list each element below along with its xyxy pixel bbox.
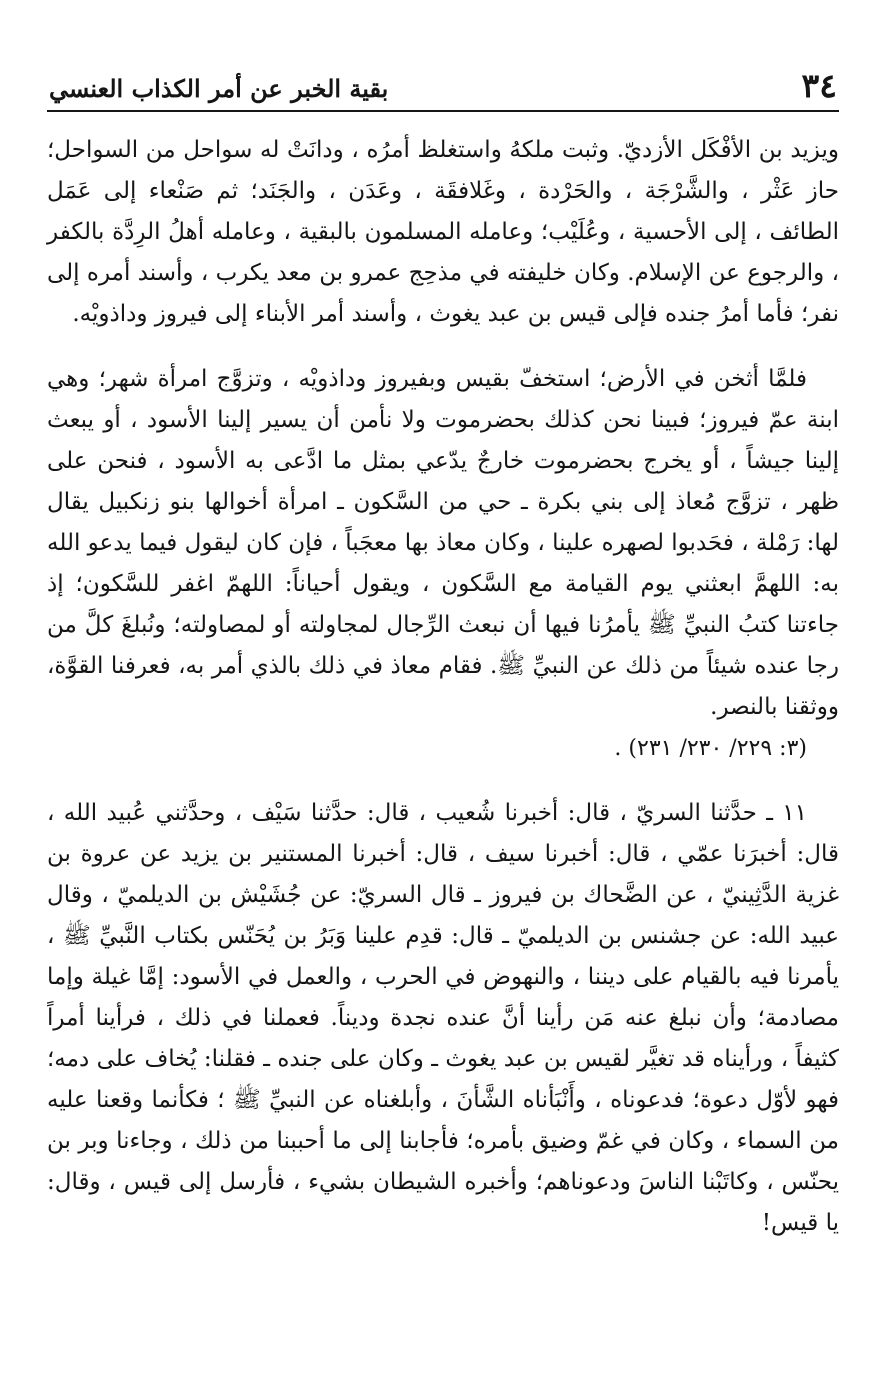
paragraph-2: [47, 359, 839, 769]
paragraph-2-text: فلمَّا أثخن في الأرض؛ استخفّ بقيس وبفيروز وداذويْه ، وتزوَّج امرأة شهر؛ وهي ابنة عمّ فيروز؛ فبينا نحن كذلك بحضرموت ولا نأمن أن يسير إلينا الأسود ، أو يبعث إلينا جيشاً ، أو يخرج بحضرموت خارجٌ يدّعي بمثل ما ادَّعى به الأسود ، فنحن على ظهر ، تزوَّج مُعاذ إلى بني بكرة ـ حي من السَّكون ـ امرأة أخوالها بنو زنكبيل يقال لها: رَمْلة ، فحَدبوا لصهره علينا ، وكان معاذ بها معجَباً ، فإن كان ليقول فيما يدعو الله به: اللهمَّ ابعثني يوم القيامة مع السَّكون ، ويقول أحياناً: اللهمّ اغفر للسَّكون؛ إذ جاءتنا كتبُ النبيِّ ﷺ يأمرُنا فيها أن نبعث الرِّجال لمجاولته أو لمصاولته؛ ونُبلغَ كلَّ من رجا عنده شيئاً من ذلك عن النبيِّ ﷺ. فقام معاذ في ذلك بالذي أمر به، فعرفنا القوَّة، ووثقنا بالنصر.: [47, 366, 839, 720]
chapter-title: بقية الخبر عن أمر الكذاب العنسي: [49, 74, 389, 103]
running-header: [47, 60, 839, 112]
paragraph-3: ١١ ـ حدَّثنا السريّ ، قال: أخبرنا شُعيب ، قال: حدَّثنا سَيْف ، وحدَّثني عُبيد الله ، قال: أخبرَنا عمّي ، قال: أخبرنا سيف ، قال: أخبرنا المستنير بن يزيد عن عروة بن غزية الدَّثِينيّ ، عن الضَّحاك بن فيروز ـ قال السريّ: عن جُشَيْش بن الديلميّ ، وقال عبيد الله: عن جشنس بن الديلميّ ـ قال: قدِم علينا وَبَرُ بن يُحَنّس بكتاب النَّبيِّ ﷺ ، يأمرنا فيه بالقيام على ديننا ، والنهوض في الحرب ، والعمل في الأسود: إمَّا غيلة وإما مصادمة؛ وأن نبلغ عنه مَن رأينا أنَّ عنده نجدة وديناً. فعملنا في ذلك ، فرأينا أمراً كثيفاً ، ورأيناه قد تغيَّر لقيس بن عبد يغوث ـ وكان على جنده ـ فقلنا: يُخاف على دمه؛ فهو لأوّل دعوة؛ فدعوناه ، وأَنْبَأناه الشَّأنَ ، وأبلغناه عن النبيِّ ﷺ ؛ فكأنما وقعنا عليه من السماء ، وكان في غمّ وضيق بأمره؛ فأجابنا إلى ما أحببنا من ذلك ، وجاءنا وبر بن يحنّس ، وكاتَبْنا الناسَ ودعوناهم؛ وأخبره الشيطان بشيء ، فأرسل إلى قيس ، وقال: يا قيس!: [47, 800, 839, 1236]
book-page: [47, 60, 839, 1370]
source-citation: (٣: ٢٢٩/ ٢٣٠/ ٢٣١) .: [614, 736, 807, 761]
page-body: [47, 130, 839, 1244]
paragraph-1: ويزيد بن الأفْكَل الأزديّ. وثبت ملكهُ واستغلظ أمرُه ، ودانَتْ له سواحل من السواحل؛ حاز عَثْر ، والشَّرْجَة ، والحَرْدة ، وغَلافقَة ، وعَدَن ، والجَنَد؛ ثم صَنْعاء إلى عَمَل الطائف ، إلى الأحسية ، وعُلَيْب؛ وعامله المسلمون بالبقية ، وعامله أهلُ الرِدَّة بالكفر ، والرجوع عن الإسلام. وكان خليفته في مذحِج عمرو بن معد يكرب ، وأسند أمره إلى نفر؛ فأما أمرُ جنده فإلى قيس بن عبد يغوث ، وأسند أمر الأبناء إلى فيروز وداذويْه.: [47, 137, 839, 327]
page-number: ٣٤: [801, 66, 837, 105]
